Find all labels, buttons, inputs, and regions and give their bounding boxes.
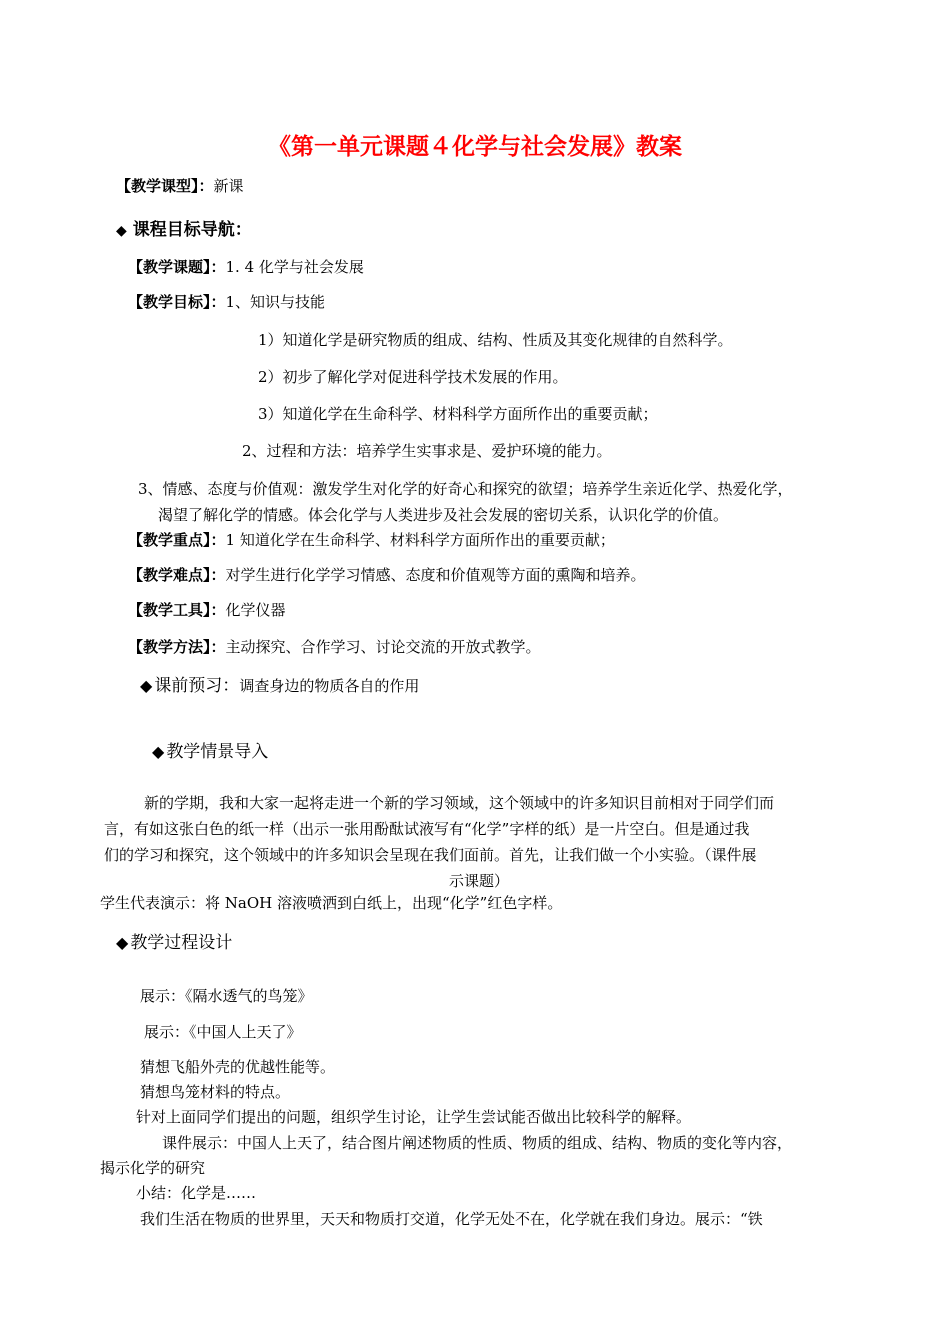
lesson-type-label: 【教学课型】： [116,177,214,195]
methods-label: 【教学方法】： [128,638,226,656]
intro-heading-row [152,740,268,764]
difficulties-row [128,565,646,585]
process-courseware-line2: 揭示化学的研究 [100,1159,206,1177]
diamond-bullet-icon: ◆ [140,676,153,695]
intro-heading: 教学情景导入 [166,742,269,762]
key-points-label: 【教学重点】： [128,531,226,549]
topic-row [128,257,364,277]
objectives-label: 【教学目标】： [128,293,226,311]
process-courseware-line1: 课件展示：中国人上天了，结合图片阐述物质的性质、物质的组成、结构、物质的变化等内容， [162,1134,793,1152]
process-last-line: 我们生活在物质的世界里，天天和物质打交道，化学无处不在，化学就在我们身边。展示：“铁 [140,1210,763,1228]
lesson-type-value: 新课 [213,177,244,195]
process-show-1: 展示：《隔水透气的鸟笼》 [140,987,313,1005]
methods-value: 主动探究、合作学习、讨论交流的开放式教学。 [225,638,541,656]
process-show-2: 展示：《中国人上天了》 [144,1023,302,1041]
key-points-row [128,530,615,550]
objective-sub-1: 1）知道化学是研究物质的组成、结构、性质及其变化规律的自然科学。 [258,331,733,349]
topic-value: 1. 4 化学与社会发展 [225,258,364,276]
process-heading: 教学过程设计 [130,933,233,953]
objective-sub-2: 2）初步了解化学对促进科学技术发展的作用。 [258,368,568,386]
nav-heading-row [116,218,252,243]
diamond-bullet-icon: ◆ [116,223,127,239]
objectives-row [128,292,325,312]
diamond-bullet-icon: ◆ [152,742,165,761]
process-heading-row [116,931,232,955]
diamond-bullet-icon: ◆ [116,933,129,952]
objective-third-line2: 渴望了解化学的情感。体会化学与人类进步及社会发展的密切关系，认识化学的价值。 [158,506,729,524]
tools-label: 【教学工具】： [128,601,226,619]
process-summary: 小结：化学是…… [136,1184,257,1202]
preview-value: 调查身边的物质各自的作用 [239,677,420,695]
difficulties-value: 对学生进行化学学习情感、态度和价值观等方面的熏陶和培养。 [225,566,646,584]
objective-second: 2、过程和方法：培养学生实事求是、爱护环境的能力。 [242,442,612,460]
page-title: 《第一单元课题４化学与社会发展》教案 [268,134,682,160]
intro-line-1: 新的学期，我和大家一起将走进一个新的学习领域，这个领域中的许多知识目前相对于同学们而 [144,794,775,812]
nav-heading: 课程目标导航： [132,220,252,240]
preview-label: 课前预习： [154,676,240,696]
intro-line-2: 言，有如这张白色的纸一样（出示一张用酚酞试液写有“化学”字样的纸）是一片空白。但是通过我 [104,820,750,838]
tools-row [128,600,286,620]
intro-paragraph [104,790,854,894]
objective-third-line1: 3、情感、态度与价值观：激发学生对化学的好奇心和探究的欲望；培养学生亲近化学、热爱化学， [138,480,793,498]
tools-value: 化学仪器 [225,601,286,619]
preview-row [140,674,419,698]
process-guess-2: 猜想鸟笼材料的特点。 [140,1083,291,1101]
intro-line-3: 们的学习和探究，这个领域中的许多知识会呈现在我们面前。首先，让我们做一个小实验。（课件展 [104,846,757,864]
process-guess-1: 猜想飞船外壳的优越性能等。 [140,1058,336,1076]
topic-label: 【教学课题】： [128,258,226,276]
intro-line-4: 示课题） [448,872,509,890]
process-discuss: 针对上面同学们提出的问题，组织学生讨论，让学生尝试能否做出比较科学的解释。 [136,1108,692,1126]
methods-row [128,637,541,657]
difficulties-label: 【教学难点】： [128,566,226,584]
objectives-first: 1、知识与技能 [225,293,326,311]
intro-demo: 学生代表演示：将 NaOH 溶液喷洒到白纸上，出现“化学”红色字样。 [100,894,563,912]
lesson-type-row [116,176,244,196]
key-points-value: 1 知道化学在生命科学、材料科学方面所作出的重要贡献； [225,531,615,549]
objective-sub-3: 3）知道化学在生命科学、材料科学方面所作出的重要贡献； [258,405,658,423]
